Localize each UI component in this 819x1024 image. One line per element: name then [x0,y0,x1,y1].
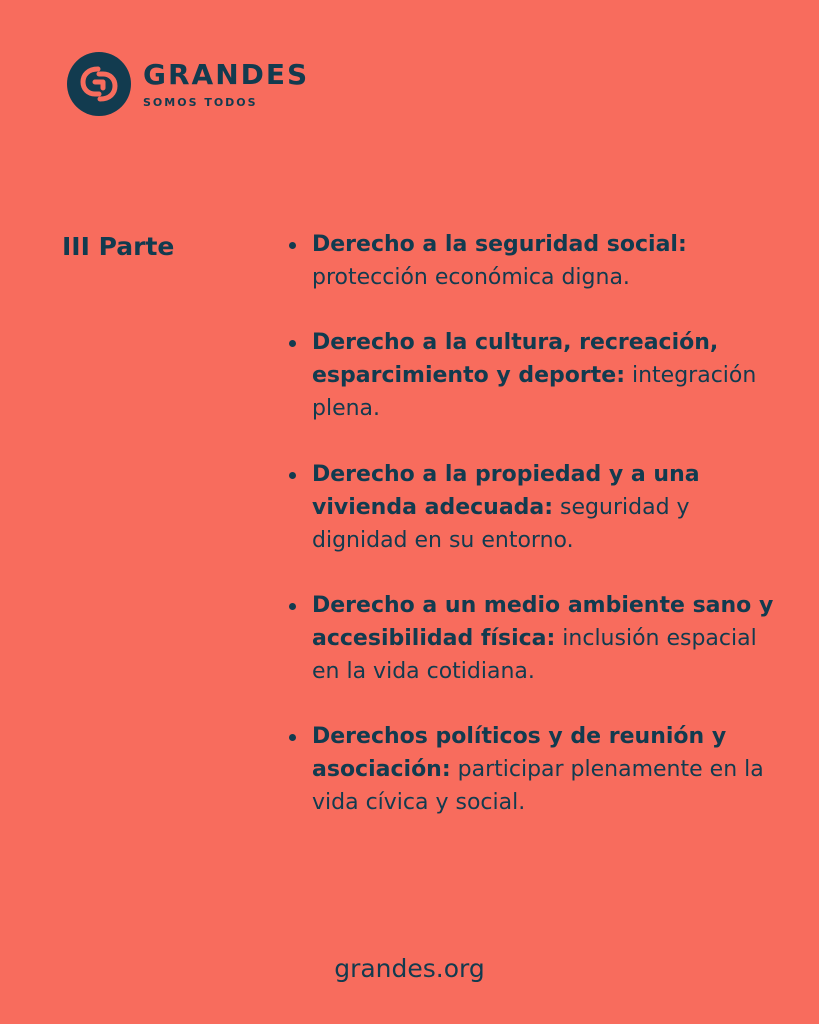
list-item [312,720,782,819]
right-title: Derecho a la cultura, recreación, esparcimiento y deporte: [312,330,719,388]
list-item [312,228,782,294]
footer-url: grandes.org [334,954,485,983]
right-title: Derecho a la seguridad social: [312,232,687,257]
brand-name: GRANDES [143,57,310,91]
right-description: inclusión espacial en la vida cotidiana. [312,626,757,684]
right-description: protección económica digna. [312,265,630,290]
right-description: integración plena. [312,363,757,421]
right-title: Derecho a un medio ambiente sano y accesibilidad física: [312,593,774,651]
list-item [312,326,782,425]
brand-tagline: SOMOS TODOS [143,95,258,109]
right-description: participar plenamente en la vida cívica y social. [312,757,764,815]
section-label: III Parte [62,232,175,261]
brand-logo [67,52,309,116]
list-item [312,458,782,557]
right-description: seguridad y dignidad en su entorno. [312,495,690,553]
brand-text [143,57,310,109]
logo-icon [67,52,131,116]
right-title: Derecho a la propiedad y a una vivienda adecuada: [312,462,700,520]
list-item [312,589,782,688]
right-title: Derechos políticos y de reunión y asociación: [312,724,727,782]
rights-list [312,228,782,851]
interlinked-loops-icon [76,61,122,107]
